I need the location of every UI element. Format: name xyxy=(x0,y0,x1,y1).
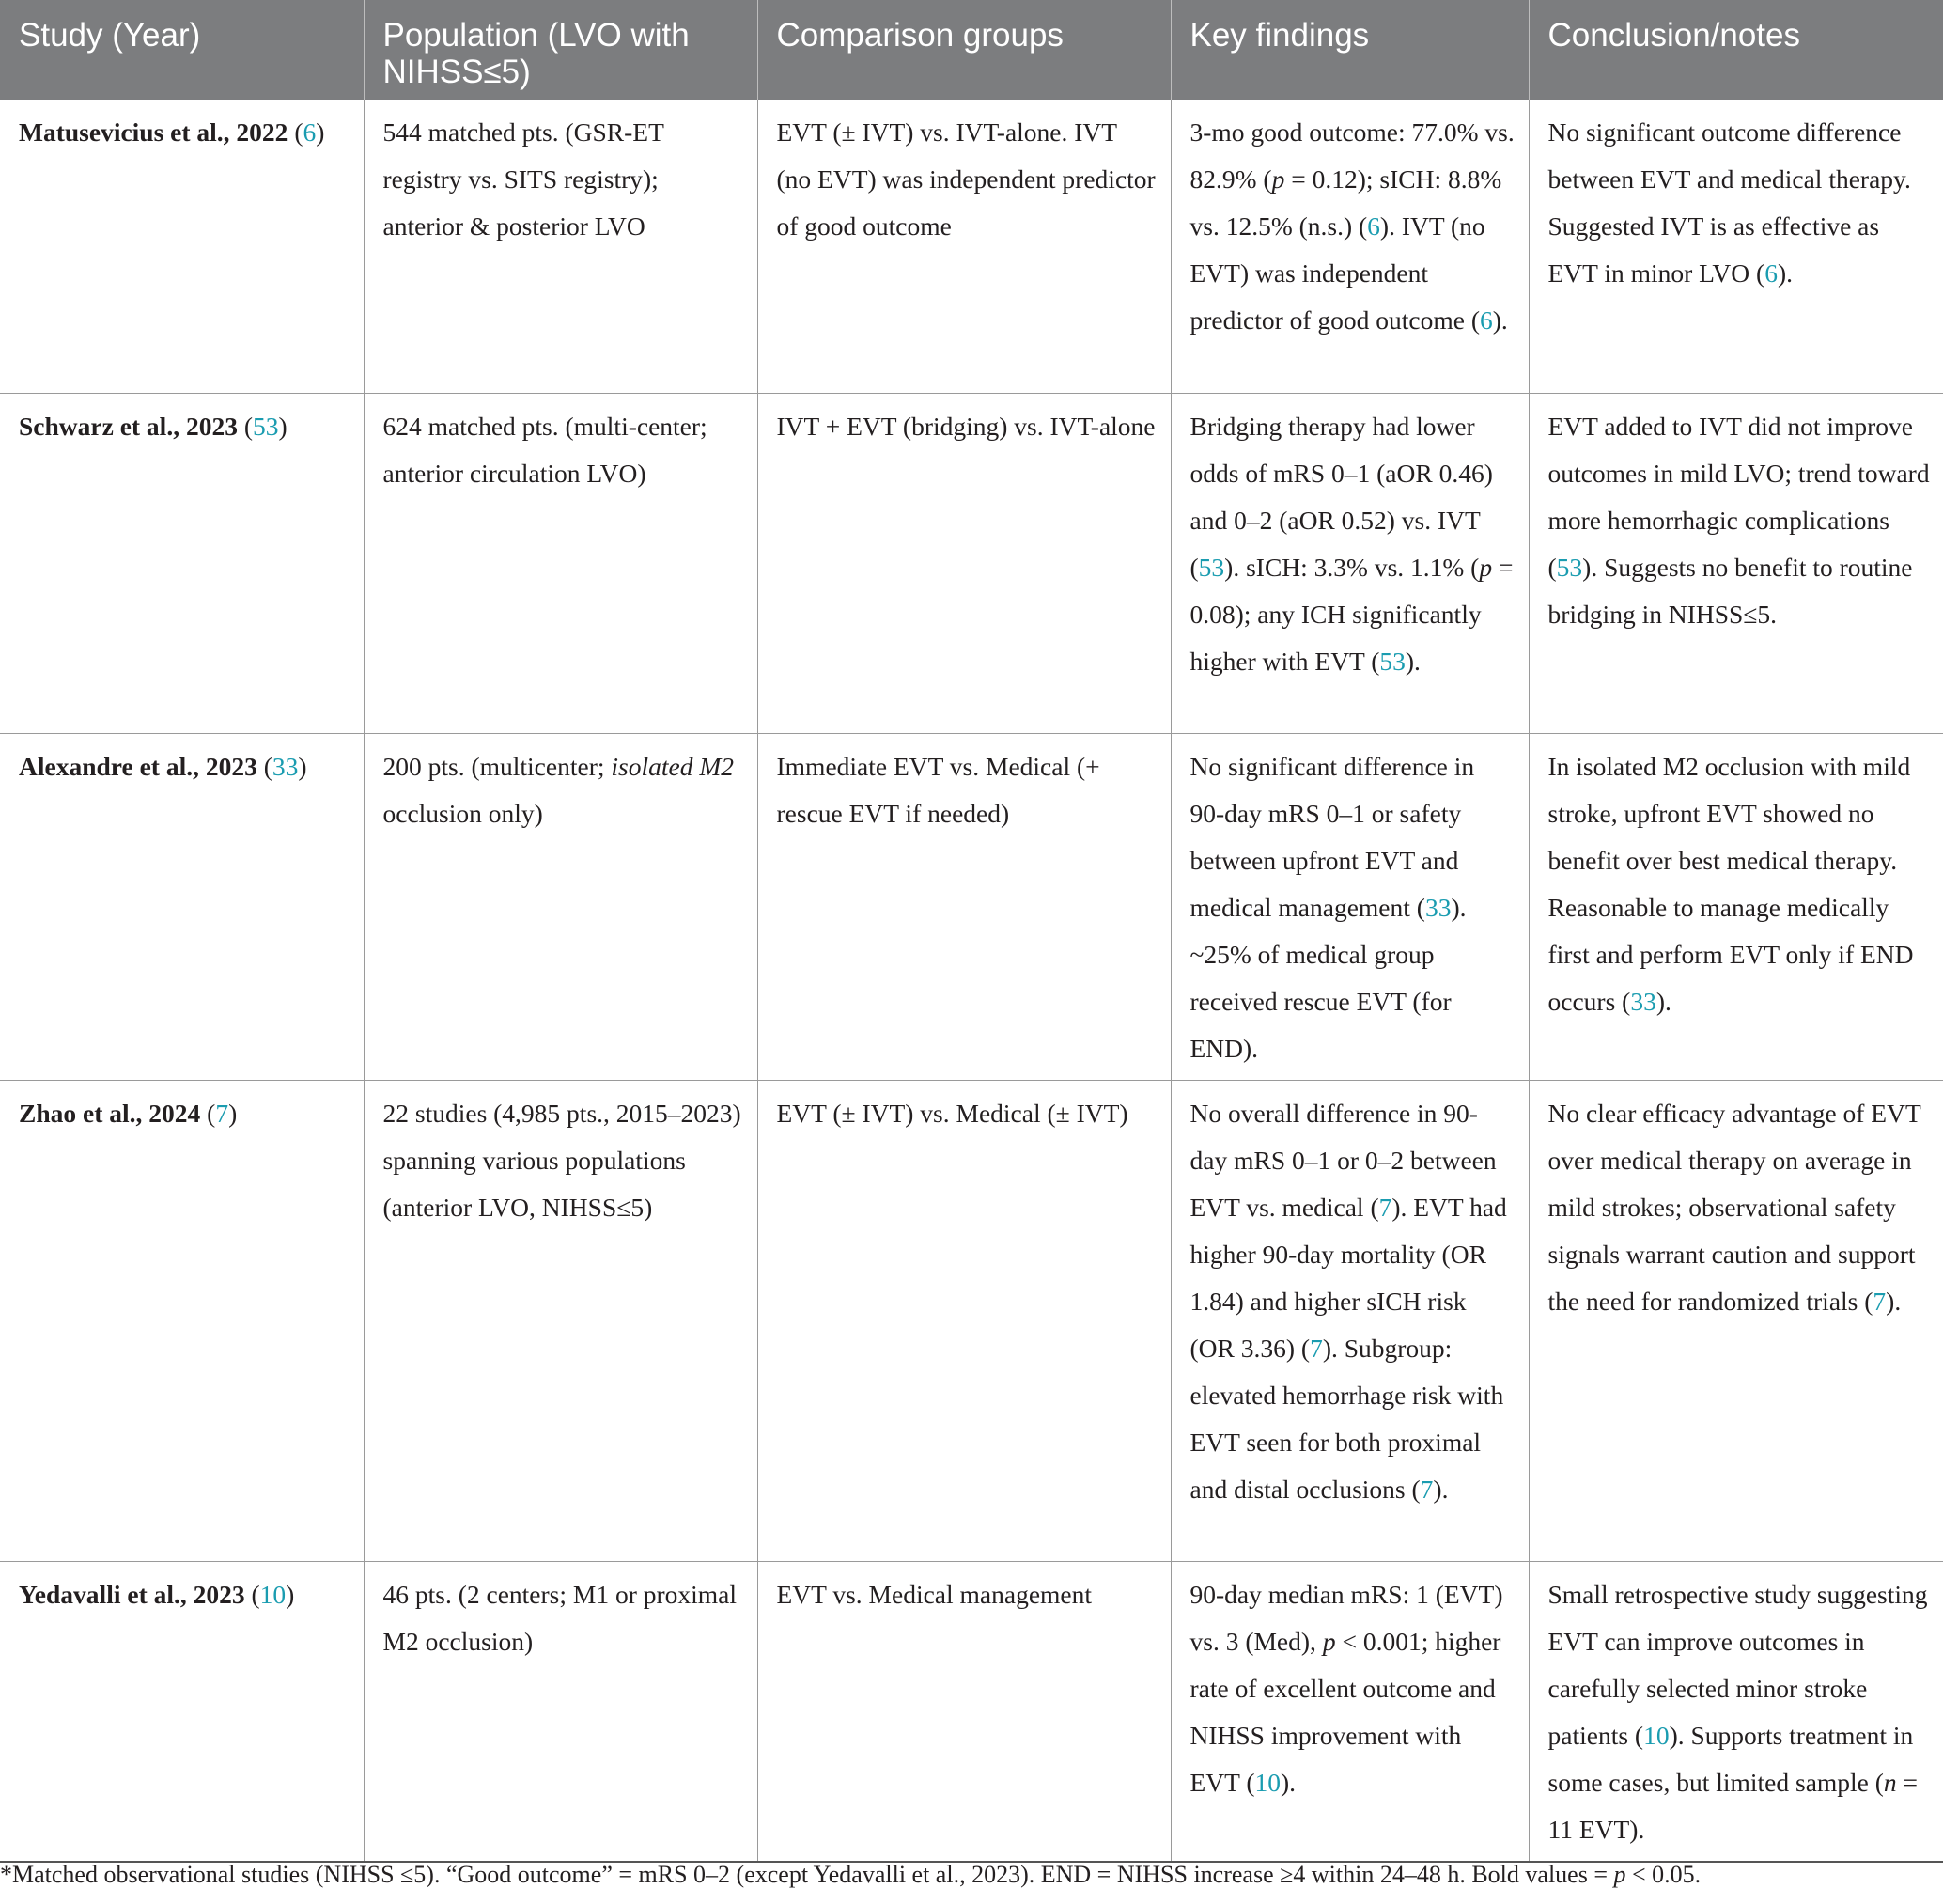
header-key-findings: Key findings xyxy=(1171,0,1529,100)
header-row xyxy=(0,0,1943,100)
findings-cell xyxy=(1171,1561,1529,1862)
text-segment: ). xyxy=(1886,1286,1902,1316)
text-segment: ). Supports treatment in some cases, but limited sample ( xyxy=(1547,1720,1914,1797)
reference-link[interactable]: 7 xyxy=(215,1098,229,1128)
reference-link[interactable]: 53 xyxy=(1556,552,1583,582)
population-cell xyxy=(364,1561,757,1862)
study-name: Alexandre et al., 2023 xyxy=(19,751,257,781)
study-name: Schwarz et al., 2023 xyxy=(19,411,238,441)
reference-link[interactable]: 7 xyxy=(1378,1192,1392,1222)
findings-cell xyxy=(1171,393,1529,733)
findings-cell xyxy=(1171,1080,1529,1561)
text-segment: EVT added to IVT did not improve outcomes in mild LVO; trend toward more hemorrhagic complications ( xyxy=(1547,411,1930,582)
text-segment: 22 studies (4,985 pts., 2015–2023) spanning various populations (anterior LVO, NIHSS≤5) xyxy=(382,1098,741,1222)
text-segment: ). xyxy=(1492,305,1508,335)
comparison-cell xyxy=(757,733,1171,1080)
reference-link[interactable]: 10 xyxy=(1643,1720,1670,1750)
conclusion-cell xyxy=(1529,1080,1943,1561)
text-segment: = 0.08); any ICH significantly higher with EVT ( xyxy=(1189,552,1514,676)
table-header xyxy=(0,0,1943,100)
text-segment: EVT vs. Medical management xyxy=(776,1579,1093,1609)
reference-link[interactable]: 6 xyxy=(1480,305,1493,335)
italic-text: p xyxy=(1613,1861,1626,1888)
text-segment: In isolated M2 occlusion with mild stroke, upfront EVT showed no benefit over best medical therapy. Reasonable to manage medically first and perform EVT only if END occurs ( xyxy=(1547,751,1914,1016)
text-segment: EVT (± IVT) vs. IVT-alone. IVT (no EVT) was independent predictor of good outcome xyxy=(776,117,1156,241)
text-segment: ). xyxy=(1281,1767,1297,1797)
study-cell: Zhao et al., 2024 (7) xyxy=(0,1080,364,1561)
text-segment: < 0.05. xyxy=(1625,1861,1702,1888)
text-segment: occlusion only) xyxy=(382,798,543,828)
comparison-cell xyxy=(757,393,1171,733)
reference-link[interactable]: 33 xyxy=(272,751,299,781)
text-segment: *Matched observational studies (NIHSS ≤5). “Good outcome” = mRS 0–2 (except Yedavalli et al., 2023). END = NIHSS increase ≥4 within 24–48 h. Bold values = xyxy=(0,1861,1614,1888)
reference-link[interactable]: 7 xyxy=(1873,1286,1887,1316)
population-cell xyxy=(364,100,757,393)
study-cell: Matusevicius et al., 2022 (6) xyxy=(0,100,364,393)
reference-link[interactable]: 10 xyxy=(259,1579,287,1609)
text-segment: IVT + EVT (bridging) vs. IVT-alone xyxy=(776,411,1156,441)
conclusion-cell xyxy=(1529,733,1943,1080)
text-segment: Immediate EVT vs. Medical (+ rescue EVT if needed) xyxy=(776,751,1100,828)
conclusion-cell xyxy=(1529,100,1943,393)
text-segment: 90-day median mRS: 1 (EVT) vs. 3 (Med), xyxy=(1189,1579,1503,1656)
text-segment: No significant difference in 90-day mRS 0–1 or safety between upfront EVT and medical management ( xyxy=(1189,751,1475,922)
header-conclusion-notes: Conclusion/notes xyxy=(1529,0,1943,100)
conclusion-cell xyxy=(1529,393,1943,733)
comparison-cell xyxy=(757,1080,1171,1561)
reference-link[interactable]: 10 xyxy=(1254,1767,1281,1797)
population-cell xyxy=(364,1080,757,1561)
text-segment: Bridging therapy had lower odds of mRS 0–1 (aOR 0.46) and 0–2 (aOR 0.52) vs. IVT ( xyxy=(1189,411,1493,582)
text-segment: ). xyxy=(1405,646,1421,676)
text-segment: No significant outcome difference between EVT and medical therapy. Suggested IVT is as effective as EVT in minor LVO ( xyxy=(1547,117,1911,288)
text-segment: ). sICH: 3.3% vs. 1.1% ( xyxy=(1224,552,1480,582)
reference-link[interactable]: 7 xyxy=(1310,1333,1323,1363)
text-segment: 46 pts. (2 centers; M1 or proximal M2 occlusion) xyxy=(382,1579,738,1656)
text-segment: No clear efficacy advantage of EVT over medical therapy on average in mild strokes; observational safety signals warrant caution and support the need for randomized trials ( xyxy=(1547,1098,1921,1316)
reference-link[interactable]: 53 xyxy=(1198,552,1225,582)
header-comparison-groups: Comparison groups xyxy=(757,0,1171,100)
text-segment: EVT (± IVT) vs. Medical (± IVT) xyxy=(776,1098,1128,1128)
italic-text: p xyxy=(1271,164,1285,194)
reference-link[interactable]: 53 xyxy=(1379,646,1406,676)
text-segment: ). Suggests no benefit to routine bridging in NIHSS≤5. xyxy=(1547,552,1913,629)
text-segment: 200 pts. (multicenter; xyxy=(382,751,612,781)
study-cell: Alexandre et al., 2023 (33) xyxy=(0,733,364,1080)
population-cell xyxy=(364,733,757,1080)
findings-cell xyxy=(1171,100,1529,393)
reference-link[interactable]: 6 xyxy=(1764,258,1778,288)
header-population: Population (LVO with NIHSS≤5) xyxy=(364,0,757,100)
table-footnote xyxy=(0,1859,1943,1891)
table-row xyxy=(0,1561,1943,1862)
study-name: Zhao et al., 2024 xyxy=(19,1098,201,1128)
text-segment: 3-mo good outcome: 77.0% vs. 82.9% ( xyxy=(1189,117,1515,194)
italic-text: n xyxy=(1883,1767,1897,1797)
study-name: Yedavalli et al., 2023 xyxy=(19,1579,245,1609)
text-segment: = 0.12); sICH: 8.8% vs. 12.5% (n.s.) ( xyxy=(1189,164,1502,241)
text-segment: ). xyxy=(1433,1474,1449,1504)
reference-link[interactable]: 33 xyxy=(1630,986,1656,1016)
text-segment: ). xyxy=(1655,986,1671,1016)
conclusion-cell xyxy=(1529,1561,1943,1862)
text-segment: ). Subgroup: elevated hemorrhage risk with EVT seen for both proximal and distal occlusions ( xyxy=(1189,1333,1504,1504)
findings-cell xyxy=(1171,733,1529,1080)
table-row xyxy=(0,733,1943,1080)
italic-text: isolated M2 xyxy=(611,751,734,781)
comparison-cell xyxy=(757,1561,1171,1862)
study-cell: Yedavalli et al., 2023 (10) xyxy=(0,1561,364,1862)
text-segment: No overall difference in 90-day mRS 0–1 or 0–2 between EVT vs. medical ( xyxy=(1189,1098,1497,1222)
population-cell xyxy=(364,393,757,733)
reference-link[interactable]: 53 xyxy=(253,411,279,441)
text-segment: ). IVT (no EVT) was independent predictor of good outcome ( xyxy=(1189,211,1485,335)
reference-link[interactable]: 6 xyxy=(303,117,317,147)
study-name: Matusevicius et al., 2022 xyxy=(19,117,288,147)
table-row xyxy=(0,393,1943,733)
text-segment: 544 matched pts. (GSR-ET registry vs. SITS registry); anterior & posterior LVO xyxy=(382,117,664,241)
italic-text: p xyxy=(1322,1626,1336,1656)
text-segment: Small retrospective study suggesting EVT can improve outcomes in carefully selected minor stroke patients ( xyxy=(1547,1579,1928,1750)
reference-link[interactable]: 6 xyxy=(1367,211,1380,241)
text-segment: ). EVT had higher 90-day mortality (OR 1.84) and higher sICH risk (OR 3.36) ( xyxy=(1189,1192,1507,1363)
table-body xyxy=(0,100,1943,1862)
table-row xyxy=(0,100,1943,393)
header-study-year: Study (Year) xyxy=(0,0,364,100)
table-row xyxy=(0,1080,1943,1561)
text-segment: ). ~25% of medical group received rescue EVT (for END). xyxy=(1189,892,1467,1063)
reference-link[interactable]: 33 xyxy=(1424,892,1452,922)
text-segment: < 0.001; higher rate of excellent outcome and NIHSS improvement with EVT ( xyxy=(1189,1626,1501,1797)
text-segment: ). xyxy=(1777,258,1793,288)
study-cell: Schwarz et al., 2023 (53) xyxy=(0,393,364,733)
italic-text: p xyxy=(1479,552,1493,582)
comparison-cell xyxy=(757,100,1171,393)
text-segment: 624 matched pts. (multi-center; anterior circulation LVO) xyxy=(382,411,707,488)
reference-link[interactable]: 7 xyxy=(1420,1474,1434,1504)
text-segment: = 11 EVT). xyxy=(1547,1767,1919,1844)
